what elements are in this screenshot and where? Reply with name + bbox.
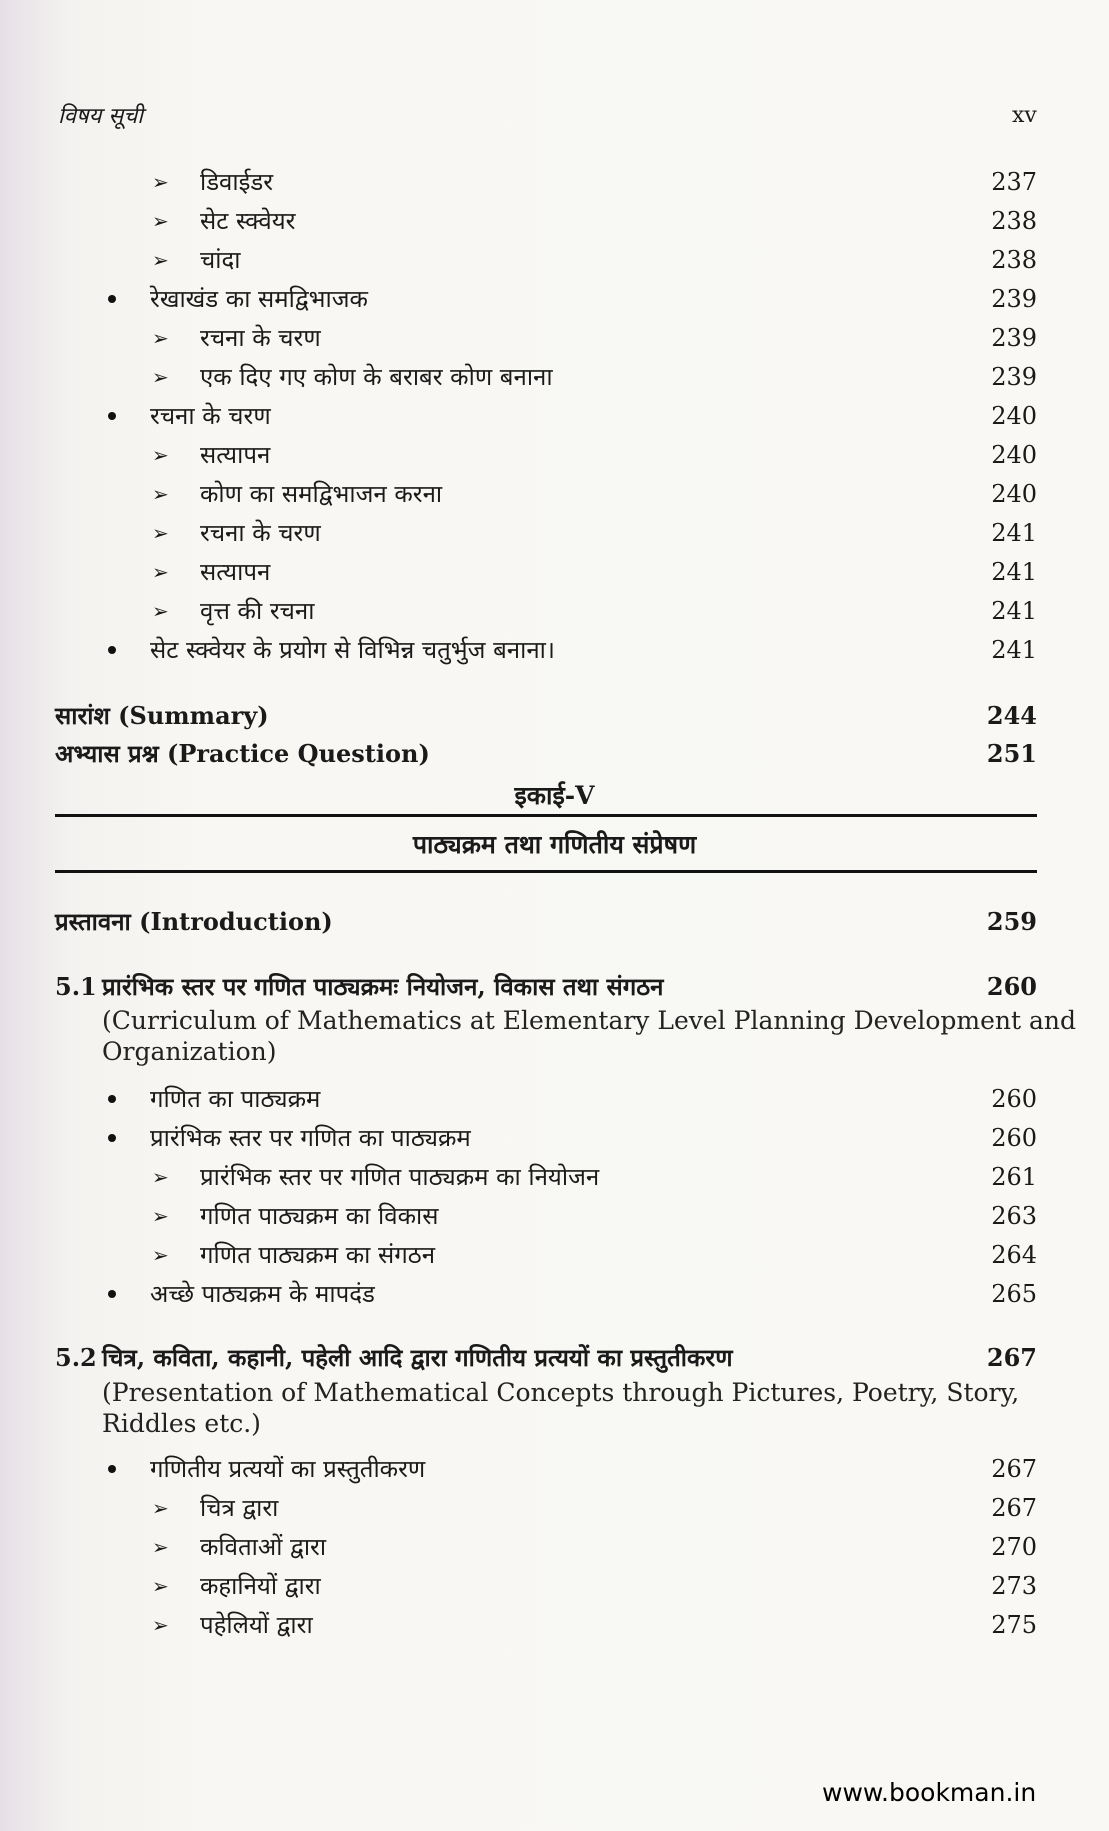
- toc-entry-label: प्रारंभिक स्तर पर गणित का पाठ्यक्रम: [150, 1124, 471, 1152]
- toc-entry-label: डिवाईडर: [200, 168, 274, 196]
- arrow-bullet-icon: ➢: [152, 1613, 169, 1637]
- toc-entry-summary[interactable]: [0, 698, 1109, 734]
- toc-entry-label: चांदा: [200, 246, 241, 274]
- toc-entry-page: 267: [991, 1455, 1037, 1483]
- toc-entry-page: 241: [991, 636, 1037, 664]
- toc-entry[interactable]: [0, 1568, 1109, 1604]
- section-title: प्रारंभिक स्तर पर गणित पाठ्यक्रमः नियोजन, विकास तथा संगठन: [102, 972, 664, 1001]
- unit-title: पाठ्यक्रम तथा गणितीय संप्रेषण: [412, 830, 697, 859]
- bullet-icon: [108, 1290, 116, 1298]
- toc-entry[interactable]: [0, 1490, 1109, 1526]
- toc-entry-label: गणित का पाठ्यक्रम: [150, 1085, 321, 1113]
- section-subtitle-cont: Riddles etc.): [102, 1409, 261, 1438]
- toc-entry-page: 260: [986, 972, 1037, 1001]
- bullet-icon: [108, 412, 116, 420]
- toc-entry-page: 264: [991, 1241, 1037, 1269]
- toc-entry[interactable]: [0, 1237, 1109, 1273]
- arrow-bullet-icon: ➢: [152, 248, 169, 272]
- toc-entry-label: चित्र द्वारा: [200, 1494, 279, 1522]
- toc-entry[interactable]: [0, 1159, 1109, 1195]
- toc-entry-page: 275: [991, 1611, 1037, 1639]
- toc-entry-label: सत्यापन: [200, 558, 271, 586]
- arrow-bullet-icon: ➢: [152, 1243, 169, 1267]
- toc-entry-page: 251: [986, 739, 1037, 768]
- page-number-roman: xv: [1012, 103, 1037, 128]
- toc-entry-label: अच्छे पाठ्यक्रम के मापदंड: [150, 1280, 375, 1308]
- publisher-website[interactable]: www.bookman.in: [822, 1778, 1037, 1807]
- arrow-bullet-icon: ➢: [152, 1535, 169, 1559]
- toc-entry[interactable]: [0, 242, 1109, 278]
- arrow-bullet-icon: ➢: [152, 1574, 169, 1598]
- toc-entry-practice-question[interactable]: [0, 736, 1109, 772]
- bullet-icon: [108, 1134, 116, 1142]
- toc-entry-page: 239: [991, 285, 1037, 313]
- toc-entry-page: 265: [991, 1280, 1037, 1308]
- arrow-bullet-icon: ➢: [152, 521, 169, 545]
- arrow-bullet-icon: ➢: [152, 599, 169, 623]
- toc-entry[interactable]: [0, 1198, 1109, 1234]
- section-subtitle-cont: Organization): [102, 1037, 277, 1066]
- toc-entry-label: प्रारंभिक स्तर पर गणित पाठ्यक्रम का नियोजन: [200, 1163, 600, 1191]
- toc-entry-page: 241: [991, 558, 1037, 586]
- arrow-bullet-icon: ➢: [152, 1165, 169, 1189]
- section-number: 5.2: [55, 1343, 97, 1372]
- bullet-icon: [108, 646, 116, 654]
- toc-section-5-1[interactable]: [0, 969, 1109, 1005]
- toc-entry[interactable]: [0, 1081, 1109, 1117]
- toc-entry-page: 273: [991, 1572, 1037, 1600]
- toc-entry-label: सेट स्क्वेयर: [200, 207, 296, 235]
- toc-entry-label: पहेलियों द्वारा: [200, 1611, 313, 1639]
- toc-entry[interactable]: [0, 359, 1109, 395]
- bullet-icon: [108, 1465, 116, 1473]
- arrow-bullet-icon: ➢: [152, 1496, 169, 1520]
- toc-entry-page: 239: [991, 324, 1037, 352]
- toc-entry[interactable]: [0, 1451, 1109, 1487]
- toc-entry[interactable]: [0, 593, 1109, 629]
- toc-entry-page: 259: [986, 907, 1037, 936]
- section-title: चित्र, कविता, कहानी, पहेली आदि द्वारा गणितीय प्रत्ययों का प्रस्तुतीकरण: [102, 1343, 733, 1372]
- toc-entry-label: सारांश (Summary): [55, 701, 269, 730]
- arrow-bullet-icon: ➢: [152, 326, 169, 350]
- toc-entry[interactable]: [0, 515, 1109, 551]
- section-subtitle: (Curriculum of Mathematics at Elementary Level Planning Development and: [102, 1006, 1077, 1035]
- arrow-bullet-icon: ➢: [152, 170, 169, 194]
- unit-rule-top: [55, 814, 1037, 817]
- toc-entry-label: रचना के चरण: [200, 519, 321, 547]
- toc-entry-label: रेखाखंड का समद्विभाजक: [150, 285, 368, 313]
- toc-entry-page: 237: [991, 168, 1037, 196]
- toc-section-5-2[interactable]: [0, 1340, 1109, 1376]
- toc-entry-label: गणित पाठ्यक्रम का संगठन: [200, 1241, 436, 1269]
- toc-entry-label: एक दिए गए कोण के बराबर कोण बनाना: [200, 363, 553, 391]
- toc-entry-page: 241: [991, 597, 1037, 625]
- section-subtitle: (Presentation of Mathematical Concepts through Pictures, Poetry, Story,: [102, 1378, 1020, 1407]
- toc-entry-introduction[interactable]: [0, 904, 1109, 940]
- toc-entry[interactable]: [0, 398, 1109, 434]
- toc-entry[interactable]: [0, 632, 1109, 668]
- toc-entry-label: रचना के चरण: [200, 324, 321, 352]
- toc-entry-page: 260: [991, 1124, 1037, 1152]
- toc-entry-page: 244: [986, 701, 1037, 730]
- toc-entry[interactable]: [0, 437, 1109, 473]
- toc-entry-page: 270: [991, 1533, 1037, 1561]
- toc-entry-label: कहानियों द्वारा: [200, 1572, 321, 1600]
- toc-entry-page: 267: [991, 1494, 1037, 1522]
- toc-entry-label: रचना के चरण: [150, 402, 271, 430]
- arrow-bullet-icon: ➢: [152, 560, 169, 584]
- unit-label: इकाई-V: [514, 781, 595, 810]
- toc-entry-page: 239: [991, 363, 1037, 391]
- toc-entry[interactable]: [0, 554, 1109, 590]
- toc-entry[interactable]: [0, 281, 1109, 317]
- toc-entry[interactable]: [0, 1120, 1109, 1156]
- bullet-icon: [108, 295, 116, 303]
- toc-entry[interactable]: [0, 1529, 1109, 1565]
- toc-entry-page: 238: [991, 246, 1037, 274]
- toc-entry-page: 261: [991, 1163, 1037, 1191]
- toc-entry-page: 240: [991, 441, 1037, 469]
- toc-entry-label: कविताओं द्वारा: [200, 1533, 327, 1561]
- toc-entry-label: सेट स्क्वेयर के प्रयोग से विभिन्न चतुर्भुज बनाना।: [150, 636, 555, 664]
- toc-entry[interactable]: [0, 203, 1109, 239]
- bullet-icon: [108, 1095, 116, 1103]
- arrow-bullet-icon: ➢: [152, 482, 169, 506]
- toc-entry-page: 263: [991, 1202, 1037, 1230]
- section-number: 5.1: [55, 972, 97, 1001]
- toc-entry-label: सत्यापन: [200, 441, 271, 469]
- unit-rule-bottom: [55, 870, 1037, 873]
- arrow-bullet-icon: ➢: [152, 209, 169, 233]
- arrow-bullet-icon: ➢: [152, 365, 169, 389]
- toc-entry[interactable]: [0, 1607, 1109, 1643]
- toc-entry-page: 267: [986, 1343, 1037, 1372]
- running-header-title: विषय सूची: [58, 104, 143, 129]
- toc-entry-label: अभ्यास प्रश्न (Practice Question): [55, 739, 430, 768]
- toc-entry-page: 241: [991, 519, 1037, 547]
- toc-entry[interactable]: [0, 164, 1109, 200]
- toc-entry[interactable]: [0, 1276, 1109, 1312]
- toc-entry-label: वृत्त की रचना: [200, 597, 315, 625]
- toc-entry[interactable]: [0, 320, 1109, 356]
- toc-entry-page: 238: [991, 207, 1037, 235]
- arrow-bullet-icon: ➢: [152, 1204, 169, 1228]
- toc-entry-page: 260: [991, 1085, 1037, 1113]
- toc-entry-label: कोण का समद्विभाजन करना: [200, 480, 443, 508]
- toc-entry-page: 240: [991, 402, 1037, 430]
- toc-entry-page: 240: [991, 480, 1037, 508]
- toc-entry-label: गणितीय प्रत्ययों का प्रस्तुतीकरण: [150, 1455, 426, 1483]
- toc-entry-label: प्रस्तावना (Introduction): [55, 907, 333, 936]
- arrow-bullet-icon: ➢: [152, 443, 169, 467]
- toc-entry[interactable]: [0, 476, 1109, 512]
- toc-entry-label: गणित पाठ्यक्रम का विकास: [200, 1202, 439, 1230]
